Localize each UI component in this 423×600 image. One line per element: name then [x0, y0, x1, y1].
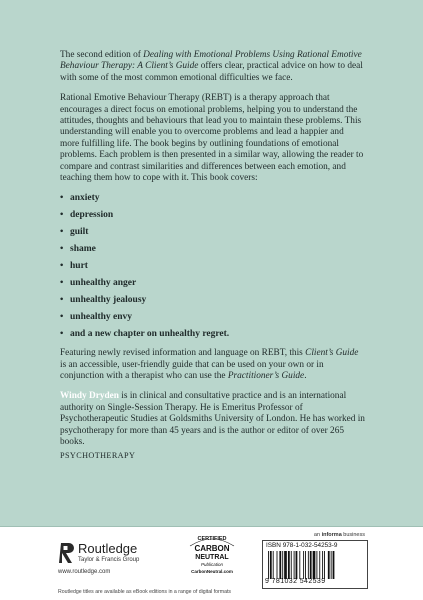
publisher-logo [58, 538, 168, 578]
ebook-note: Routledge titles are available as eBook editions in a range of digital formats [58, 589, 232, 595]
neutral-word: NEUTRAL [195, 554, 229, 561]
carbon-url: CarbonNeutral.com [191, 569, 233, 574]
intro-text-end: offers clear, practical advice on how to deal with some of the most common emotional difficulties we face. [60, 61, 363, 83]
author-name: Windy Dryden [60, 391, 119, 402]
book-title: Dealing with Emotional Problems Using Rational Emotive Behaviour Therapy: A Client’s Guide [60, 50, 362, 72]
intro-text: The second edition of [60, 50, 144, 60]
list-item: • shame [60, 244, 365, 255]
features-text-end: . [304, 370, 307, 381]
intro-paragraph [60, 50, 365, 84]
informa-suffix: business [341, 532, 365, 538]
features-text: Featuring newly revised information and language on REBT, this [60, 348, 306, 359]
topics-list [60, 193, 365, 340]
publisher-url: www.routledge.com [58, 569, 111, 575]
barcode-digits: 9 781032 542539 [265, 578, 326, 585]
list-item: • unhealthy anger [60, 278, 365, 289]
footer-divider [0, 526, 423, 527]
informa-note [314, 532, 365, 538]
list-item: • and a new chapter on unhealthy regret. [60, 329, 365, 340]
carbon-word: CARBON [194, 544, 230, 553]
barcode [262, 540, 368, 589]
barcode-bars-icon [267, 551, 363, 579]
isbn-label: ISBN 978-1-032-54253-9 [266, 542, 338, 549]
author-paragraph [60, 391, 365, 448]
carbon-neutral-icon [182, 530, 242, 578]
features-paragraph [60, 348, 365, 382]
features-text-mid: is an accessible, user-friendly guide that can be used on your own or in conjunction with a therapist who can use the [60, 359, 324, 381]
informa-brand: informa [321, 532, 342, 538]
list-item: • depression [60, 210, 365, 221]
blurb [60, 50, 365, 457]
clients-guide-title: Client’s Guide [305, 348, 359, 359]
list-item: • unhealthy jealousy [60, 295, 365, 306]
list-item: • anxiety [60, 193, 365, 204]
list-item: • unhealthy envy [60, 312, 365, 323]
description-paragraph: Rational Emotive Behaviour Therapy (REBT) is a therapy approach that encourages a direct focus on emotional problems, helping you to understand the attitudes, thoughts and behaviours that lead you to maintain these problems. This understanding will enable you to overcome problems and lead a happier and more fulfilling life. The book begins by outlining foundations of emotional problems. Each problem is then presented in a similar way, allowing the reader to compare and contrast similarities and differences between each emotion, and teaching them how to cope with it. This book covers: [60, 93, 364, 184]
carbon-publication: Publication [200, 562, 224, 567]
list-item: • hurt [60, 261, 365, 272]
publisher-group: Taylor & Francis Group [78, 557, 140, 563]
carbon-neutral-badge [182, 530, 242, 578]
list-item: • guilt [60, 227, 365, 238]
routledge-mark-icon [58, 542, 74, 564]
informa-prefix: an [313, 532, 322, 538]
carbon-certified: CERTIFIED [197, 536, 227, 542]
subject-category: PSYCHOTHERAPY [60, 451, 136, 460]
publisher-name: Routledge [78, 541, 138, 556]
author-bio: is in clinical and consultative practice and is an international authority on Single-Session Therapy. He is Emeritus Professor of Psychotherapeutic Studies at Goldsmiths University of London. He has worked in psychotherapy for more than 45 years and is the author or editor of over 265 books. [60, 391, 365, 447]
practitioners-guide-title: Practitioner’s Guide [227, 370, 305, 381]
